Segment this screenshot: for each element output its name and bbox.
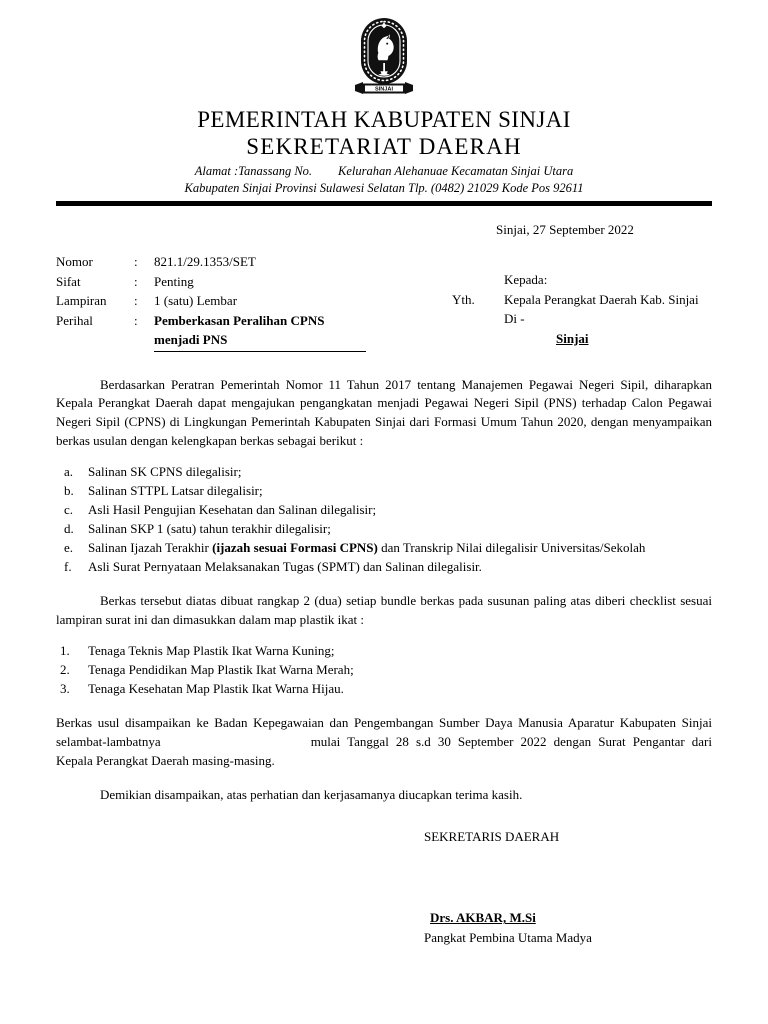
table-row [56,272,366,292]
reference-value: 1 (satu) Lembar [154,293,238,308]
reference-value: Penting [154,273,194,289]
addressee-di: Di - [504,311,525,326]
letterhead [56,0,712,206]
list-item [56,558,712,577]
reference-value-subject [154,311,366,352]
list-item-text-emphasis: (ijazah sesuai Formasi CPNS) [212,540,378,556]
address-street: Alamat :Tanassang No. [194,164,313,179]
list-item [56,661,712,680]
list-item-text: Tenaga Teknis Map Plastik Ikat Warna Kuning; [88,643,335,659]
signatory-rank: Pangkat Pembina Utama Madya [424,929,592,945]
signature-space [366,846,712,908]
list-item [56,680,712,699]
submission-text-part-1: Berkas usul disampaikan ke Badan Kepegawaian dan Pengembangan Sumber Daya Manusia Aparatur Kabupaten Sinjai selambat-lambatnya [56,715,712,749]
sinjai-regency-emblem-icon [353,16,415,104]
subject-underline [154,351,366,352]
table-row [56,291,366,311]
reference-colon: : [134,293,138,308]
list-item-text: Asli Surat Pernyataan Melaksanakan Tugas (SPMT) dan Salinan dilegalisir. [88,559,482,575]
reference-colon: : [134,312,138,328]
signatory-name: Drs. AKBAR, M.Si [430,910,536,926]
reference-and-addressee [56,252,712,352]
submission-paragraph [56,714,712,771]
signatory-title: SEKRETARIS DAERAH [424,828,560,844]
list-item-text: Salinan SK CPNS dilegalisir; [88,464,242,480]
list-marker: b. [64,483,74,499]
list-marker: f. [64,559,72,575]
list-item [56,482,712,501]
list-marker: 1. [60,643,70,659]
letter-body [56,376,712,805]
list-marker: 3. [60,681,70,697]
list-item [56,642,712,661]
reference-label: Sifat [56,273,81,289]
addressee-city: Sinjai [556,330,589,346]
list-item-text: Tenaga Kesehatan Map Plastik Ikat Warna Hijau. [88,681,344,697]
address-line-2: Kabupaten Sinjai Provinsi Sulawesi Selatan Tlp. (0482) 21029 Kode Pos 92611 [184,181,584,196]
list-item [56,463,712,482]
addressee-block [452,270,699,348]
list-item-text: Salinan STTPL Latsar dilegalisir; [88,483,263,499]
list-item-text-before: Salinan Ijazah Terakhir [88,540,213,556]
requirements-list [56,463,712,577]
list-marker: c. [64,502,74,518]
list-item-text: Tenaga Pendidikan Map Plastik Ikat Warna Merah; [88,662,354,678]
addressee-yth-label: Yth. [452,291,475,307]
reference-colon: : [134,254,138,269]
list-marker: a. [64,464,74,480]
addressee-kepada: Kepada: [504,272,548,287]
address-line-1 [56,163,712,180]
signature-block [56,827,712,948]
list-item [56,501,712,520]
list-marker: d. [64,521,74,537]
submission-text-part-2: mulai Tanggal 28 s.d 30 September 2022 dengan Surat Pengantar dari Kepala Perangkat Daerah masing-masing. [56,734,712,768]
reference-table [56,252,366,352]
list-marker: 2. [60,662,70,678]
closing-paragraph: Demikian disampaikan, atas perhatian dan kerjasamanya diucapkan terima kasih. [100,786,523,802]
subject-line-2: menjadi PNS [154,332,228,347]
address-district: Kelurahan Alehanuae Kecamatan Sinjai Utara [338,164,574,179]
opening-paragraph: Berdasarkan Peratran Pemerintah Nomor 11 Tahun 2017 tentang Manajemen Pegawai Negeri Sipil, diharapkan Kepala Perangkat Daerah dapat mengajukan pengangkatan menjadi Pegawai Negeri Sipil (PNS) terhadap Calon Pegawai Negeri Sipil (CPNS) di Lingkungan Pemerintah Kabupaten Sinjai dari Formasi Umum Tahun 2020, dengan menyampaikan berkas usulan dengan kelengkapan berkas sebagai berikut : [56,376,712,449]
date-line: Sinjai, 27 September 2022 [496,222,634,237]
address-block [56,163,712,197]
reference-label: Nomor [56,254,93,269]
list-item-text: Salinan SKP 1 (satu) tahun terakhir dilegalisir; [88,521,331,537]
government-name-line: PEMERINTAH KABUPATEN SINJAI [197,107,571,132]
reference-value: 821.1/29.1353/SET [154,254,256,269]
letterhead-divider [56,201,712,206]
list-item-text: Asli Hasil Pengujian Kesehatan dan Salinan dilegalisir; [88,502,377,518]
folder-color-list [56,642,712,699]
addressee-recipient-row [452,290,699,310]
table-row [56,252,366,272]
subject-line-1: Pemberkasan Peralihan CPNS [154,312,325,328]
crest-banner-text: SINJAI [374,86,394,93]
bundle-paragraph: Berkas tersebut diatas dibuat rangkap 2 (dua) setiap bundle berkas pada susunan paling atas diberi checklist sesuai lampiran surat ini dan dimasukkan dalam map plastik ikat : [56,593,712,628]
reference-label: Lampiran [56,293,107,308]
list-item [56,539,712,558]
table-row [56,311,366,352]
list-item [56,520,712,539]
reference-colon: : [134,273,138,289]
list-item-text-after: dan Transkrip Nilai dilegalisir Universitas/Sekolah [377,540,646,556]
office-name-line: SEKRETARIAT DAERAH [246,134,522,160]
list-item-text [88,540,645,555]
reference-label: Perihal [56,312,93,328]
list-marker: e. [64,540,74,556]
addressee-recipient: Kepala Perangkat Daerah Kab. Sinjai [504,291,699,307]
